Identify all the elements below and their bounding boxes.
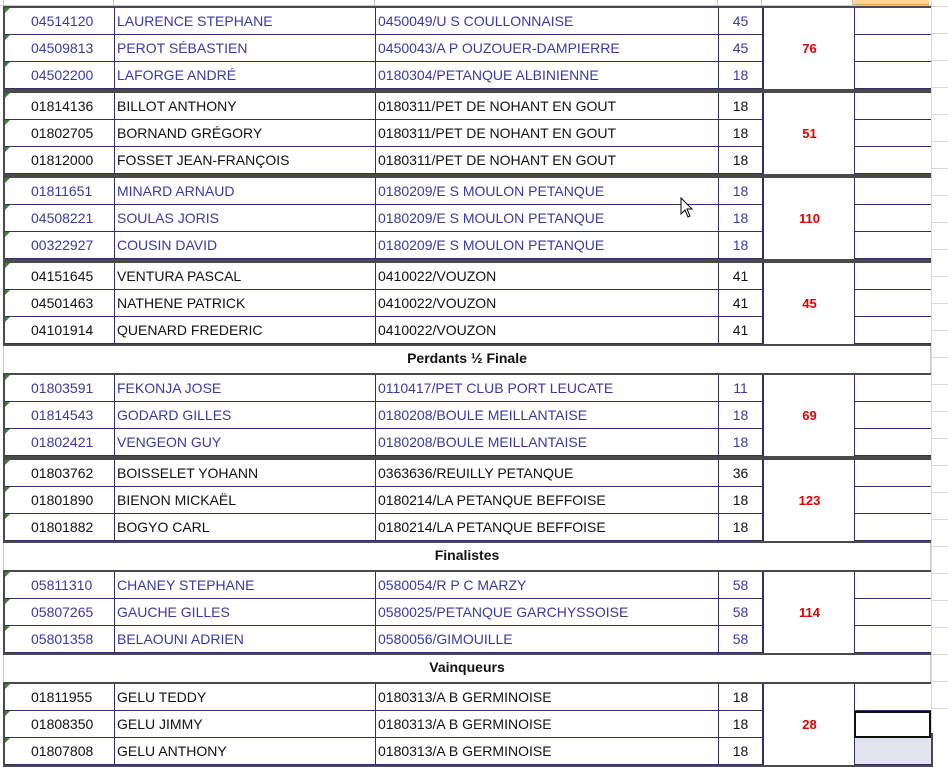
department-cell[interactable]: 18 — [719, 205, 763, 232]
player-name-cell[interactable]: MINARD ARNAUD — [115, 178, 376, 205]
department-cell[interactable]: 18 — [719, 120, 763, 147]
club-cell[interactable]: 0580054/R P C MARZY — [376, 572, 719, 599]
department-cell[interactable]: 18 — [719, 711, 763, 738]
club-cell[interactable]: 0180214/LA PETANQUE BEFFOISE — [376, 487, 719, 514]
error-indicator-icon — [5, 514, 10, 519]
section-title[interactable]: Perdants ½ Finale — [3, 346, 931, 373]
department-cell[interactable]: 18 — [719, 738, 763, 765]
club-cell[interactable]: 0180209/E S MOULON PETANQUE — [376, 232, 719, 259]
license-cell[interactable]: 01803762 — [5, 460, 115, 487]
player-name-cell[interactable]: NATHENE PATRICK — [115, 290, 376, 317]
club-cell[interactable]: 0180214/LA PETANQUE BEFFOISE — [376, 514, 719, 541]
department-cell[interactable]: 18 — [719, 178, 763, 205]
empty-cell[interactable] — [854, 62, 931, 89]
error-indicator-icon — [5, 738, 10, 743]
player-name-cell[interactable]: BELAOUNI ADRIEN — [115, 626, 376, 653]
club-cell[interactable]: 0180209/E S MOULON PETANQUE — [376, 205, 719, 232]
empty-cell[interactable] — [854, 429, 931, 456]
error-indicator-icon — [5, 93, 10, 98]
error-indicator-icon — [5, 402, 10, 407]
empty-cell[interactable] — [854, 8, 931, 35]
club-cell[interactable]: 0180304/PETANQUE ALBINIENNE — [376, 62, 719, 89]
player-name-cell[interactable]: BORNAND GRÉGORY — [115, 120, 376, 147]
license-cell[interactable]: 01814543 — [5, 402, 115, 429]
team-total-cell[interactable]: 123 — [763, 460, 855, 541]
team-block — [3, 682, 933, 767]
error-indicator-icon — [5, 487, 10, 492]
error-indicator-icon — [5, 232, 10, 237]
department-cell[interactable]: 36 — [719, 460, 763, 487]
error-indicator-icon — [5, 572, 10, 577]
empty-cell[interactable] — [854, 402, 931, 429]
empty-cell[interactable] — [854, 232, 931, 259]
error-indicator-icon — [5, 626, 10, 631]
club-cell[interactable]: 0180311/PET DE NOHANT EN GOUT — [376, 147, 719, 174]
license-cell[interactable]: 05811310 — [5, 572, 115, 599]
empty-cell[interactable] — [854, 290, 931, 317]
club-cell[interactable]: 0180209/E S MOULON PETANQUE — [376, 178, 719, 205]
empty-cell[interactable] — [854, 460, 931, 487]
license-cell[interactable]: 05807265 — [5, 599, 115, 626]
player-name-cell[interactable]: GELU ANTHONY — [115, 738, 376, 765]
club-cell[interactable]: 0450043/A P OUZOUER-DAMPIERRE — [376, 35, 719, 62]
error-indicator-icon — [5, 599, 10, 604]
club-cell[interactable]: 0180313/A B GERMINOISE — [376, 711, 719, 738]
error-indicator-icon — [5, 147, 10, 152]
club-cell[interactable]: 0180208/BOULE MEILLANTAISE — [376, 402, 719, 429]
department-cell[interactable]: 18 — [719, 514, 763, 541]
club-cell[interactable]: 0180208/BOULE MEILLANTAISE — [376, 429, 719, 456]
player-name-cell[interactable]: GAUCHE GILLES — [115, 599, 376, 626]
license-cell[interactable]: 01811955 — [5, 684, 115, 711]
error-indicator-icon — [5, 263, 10, 268]
player-name-cell[interactable]: BILLOT ANTHONY — [115, 93, 376, 120]
team-total-cell[interactable]: 69 — [763, 375, 855, 456]
department-cell[interactable]: 11 — [719, 375, 763, 402]
team-total-cell[interactable]: 45 — [763, 263, 855, 344]
player-name-cell[interactable]: GODARD GILLES — [115, 402, 376, 429]
team-block — [3, 261, 933, 346]
player-name-cell[interactable]: LAFORGE ANDRÉ — [115, 62, 376, 89]
department-cell[interactable]: 58 — [719, 599, 763, 626]
error-indicator-icon — [5, 120, 10, 125]
player-name-cell[interactable]: SOULAS JORIS — [115, 205, 376, 232]
error-indicator-icon — [5, 429, 10, 434]
section-title[interactable]: Vainqueurs — [3, 655, 931, 682]
error-indicator-icon — [5, 205, 10, 210]
license-cell[interactable]: 01812000 — [5, 147, 115, 174]
team-block — [3, 6, 933, 91]
empty-cell[interactable] — [854, 375, 931, 402]
error-indicator-icon — [5, 8, 10, 13]
empty-cell[interactable] — [854, 572, 931, 599]
empty-cell[interactable] — [854, 487, 931, 514]
player-name-cell[interactable]: BIENON MICKAËL — [115, 487, 376, 514]
empty-cell[interactable] — [854, 93, 931, 120]
player-name-cell[interactable]: COUSIN DAVID — [115, 232, 376, 259]
license-cell[interactable]: 01811651 — [5, 178, 115, 205]
license-cell[interactable]: 04509813 — [5, 35, 115, 62]
team-total-cell[interactable]: 110 — [763, 178, 855, 259]
department-cell[interactable]: 45 — [719, 35, 763, 62]
error-indicator-icon — [5, 35, 10, 40]
error-indicator-icon — [5, 711, 10, 716]
department-cell[interactable]: 18 — [719, 429, 763, 456]
department-cell[interactable]: 18 — [719, 487, 763, 514]
player-name-cell[interactable]: FOSSET JEAN-FRANÇOIS — [115, 147, 376, 174]
team-block — [3, 373, 933, 458]
error-indicator-icon — [5, 684, 10, 689]
department-cell[interactable]: 58 — [719, 572, 763, 599]
error-indicator-icon — [5, 317, 10, 322]
mouse-pointer-icon — [680, 197, 694, 219]
license-cell[interactable]: 04508221 — [5, 205, 115, 232]
department-cell[interactable]: 18 — [719, 232, 763, 259]
empty-cell[interactable] — [854, 684, 931, 711]
department-cell[interactable]: 41 — [719, 317, 763, 344]
empty-cell[interactable] — [854, 35, 931, 62]
player-name-cell[interactable]: BOGYO CARL — [115, 514, 376, 541]
error-indicator-icon — [5, 460, 10, 465]
player-name-cell[interactable]: CHANEY STEPHANE — [115, 572, 376, 599]
license-cell[interactable]: 00322927 — [5, 232, 115, 259]
empty-cell[interactable] — [854, 317, 931, 344]
department-cell[interactable]: 18 — [719, 62, 763, 89]
team-total-cell[interactable]: 51 — [763, 93, 855, 174]
empty-cell[interactable] — [854, 711, 931, 738]
license-cell[interactable]: 04151645 — [5, 263, 115, 290]
empty-column-grid[interactable] — [931, 0, 948, 733]
player-name-cell[interactable]: VENTURA PASCAL — [115, 263, 376, 290]
club-cell[interactable]: 0410022/VOUZON — [376, 317, 719, 344]
club-cell[interactable]: 0110417/PET CLUB PORT LEUCATE — [376, 375, 719, 402]
team-block — [3, 458, 933, 543]
license-cell[interactable]: 01801890 — [5, 487, 115, 514]
player-name-cell[interactable]: LAURENCE STEPHANE — [115, 8, 376, 35]
department-cell[interactable]: 18 — [719, 93, 763, 120]
club-cell[interactable]: 0580025/PETANQUE GARCHYSSOISE — [376, 599, 719, 626]
club-cell[interactable]: 0180313/A B GERMINOISE — [376, 738, 719, 765]
team-block — [3, 570, 933, 655]
club-cell[interactable]: 0180311/PET DE NOHANT EN GOUT — [376, 120, 719, 147]
error-indicator-icon — [5, 290, 10, 295]
license-cell[interactable]: 01802421 — [5, 429, 115, 456]
license-cell[interactable]: 01801882 — [5, 514, 115, 541]
team-block — [3, 176, 933, 261]
department-cell[interactable]: 18 — [719, 147, 763, 174]
error-indicator-icon — [5, 62, 10, 67]
player-name-cell[interactable]: FEKONJA JOSE — [115, 375, 376, 402]
section-title[interactable]: Finalistes — [3, 543, 931, 570]
department-cell[interactable]: 45 — [719, 8, 763, 35]
team-block — [3, 91, 933, 176]
license-cell[interactable]: 01808350 — [5, 711, 115, 738]
error-indicator-icon — [5, 375, 10, 380]
empty-cell[interactable] — [854, 178, 931, 205]
team-total-cell[interactable]: 114 — [763, 572, 855, 653]
license-cell[interactable]: 01803591 — [5, 375, 115, 402]
player-name-cell[interactable]: QUENARD FREDERIC — [115, 317, 376, 344]
department-cell[interactable]: 41 — [719, 290, 763, 317]
player-name-cell[interactable]: BOISSELET YOHANN — [115, 460, 376, 487]
empty-cell[interactable] — [854, 263, 931, 290]
team-total-cell[interactable]: 28 — [763, 684, 855, 765]
empty-cell[interactable] — [854, 514, 931, 541]
club-cell[interactable]: 0363636/REUILLY PETANQUE — [376, 460, 719, 487]
team-total-cell[interactable]: 76 — [763, 8, 855, 89]
club-cell[interactable]: 0180313/A B GERMINOISE — [376, 684, 719, 711]
license-cell[interactable]: 01814136 — [5, 93, 115, 120]
player-name-cell[interactable]: GELU JIMMY — [115, 711, 376, 738]
license-cell[interactable]: 04514120 — [5, 8, 115, 35]
selected-column-header[interactable] — [853, 0, 929, 5]
department-cell[interactable]: 41 — [719, 263, 763, 290]
empty-cell[interactable] — [854, 599, 931, 626]
club-cell[interactable]: 0450049/U S COULLONNAISE — [376, 8, 719, 35]
empty-cell[interactable] — [854, 120, 931, 147]
empty-cell[interactable] — [854, 626, 931, 653]
club-cell[interactable]: 0180311/PET DE NOHANT EN GOUT — [376, 93, 719, 120]
player-name-cell[interactable]: GELU TEDDY — [115, 684, 376, 711]
empty-cell[interactable] — [854, 147, 931, 174]
club-cell[interactable]: 0580056/GIMOUILLE — [376, 626, 719, 653]
error-indicator-icon — [5, 178, 10, 183]
player-name-cell[interactable]: PEROT SÉBASTIEN — [115, 35, 376, 62]
license-cell[interactable]: 05801358 — [5, 626, 115, 653]
player-name-cell[interactable]: VENGEON GUY — [115, 429, 376, 456]
license-cell[interactable]: 04101914 — [5, 317, 115, 344]
license-cell[interactable]: 01807808 — [5, 738, 115, 765]
department-cell[interactable]: 18 — [719, 402, 763, 429]
license-cell[interactable]: 04502200 — [5, 62, 115, 89]
department-cell[interactable]: 18 — [719, 684, 763, 711]
empty-cell[interactable] — [854, 738, 931, 765]
department-cell[interactable]: 58 — [719, 626, 763, 653]
empty-cell[interactable] — [854, 205, 931, 232]
license-cell[interactable]: 04501463 — [5, 290, 115, 317]
club-cell[interactable]: 0410022/VOUZON — [376, 290, 719, 317]
license-cell[interactable]: 01802705 — [5, 120, 115, 147]
club-cell[interactable]: 0410022/VOUZON — [376, 263, 719, 290]
